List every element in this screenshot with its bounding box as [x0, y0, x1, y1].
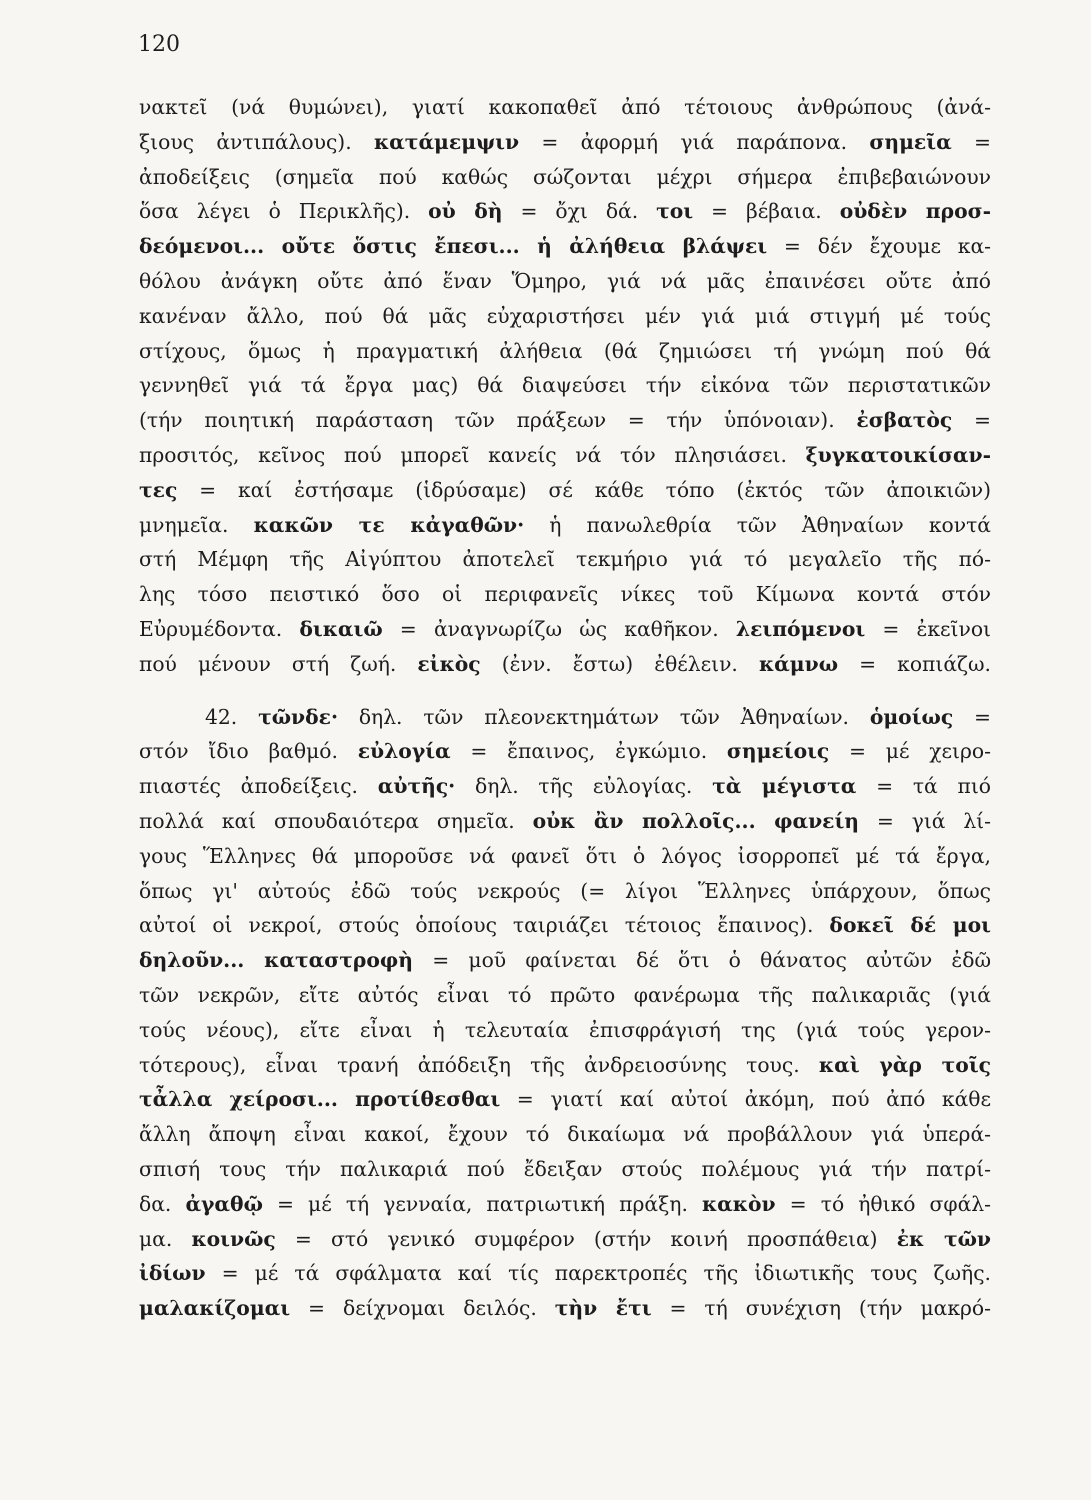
lemma-term: οὐκ ἂν πολλοῖς... φανείη	[532, 808, 860, 833]
text-line	[139, 368, 991, 403]
paragraph-gap	[139, 682, 991, 700]
text-line	[139, 1187, 991, 1222]
gloss-text: = δέν ἔχουμε κα-	[767, 234, 991, 259]
gloss-text: = βέβαια.	[693, 199, 840, 224]
gloss-text: = ἀναγνωρίζω ὡς καθῆκον.	[382, 616, 736, 641]
gloss-text: τότερους), εἶναι τρανή ἀπόδειξη τῆς ἀνδρειοσύνης τους.	[139, 1052, 819, 1077]
paragraph-2	[139, 700, 991, 1326]
text-line	[139, 1256, 991, 1291]
gloss-text: = τό ἠθικό σφάλ-	[775, 1191, 991, 1216]
gloss-text: = δείχνομαι δειλός.	[290, 1296, 555, 1321]
lemma-term: ἀγαθῷ	[185, 1191, 263, 1216]
gloss-text: πιαστές ἀποδείξεις.	[139, 774, 378, 799]
gloss-text: = στό γενικό συμφέρον (στήν κοινή προσπάθεια)	[275, 1226, 897, 1251]
text-line	[139, 1117, 991, 1152]
gloss-text: στόν ἴδιο βαθμό.	[139, 739, 358, 764]
lemma-term: δικαιῶ	[299, 616, 383, 641]
gloss-text: = ἀφορμή γιά παράπονα.	[519, 129, 870, 154]
lemma-term: τοι	[656, 199, 694, 224]
lemma-term: οὐδὲν προσ-	[839, 199, 991, 224]
lemma-term: ὁμοίως	[869, 704, 954, 729]
gloss-text: ξιους ἀντιπάλους).	[139, 129, 374, 154]
lemma-term: κοινῶς	[191, 1226, 276, 1251]
lemma-term: αὐτῆς·	[377, 774, 456, 799]
text-line	[139, 647, 991, 682]
text-line	[139, 908, 991, 943]
gloss-text: Εὐρυμέδοντα.	[139, 616, 300, 641]
text-line	[139, 438, 991, 473]
text-line	[139, 299, 991, 334]
gloss-text: πολλά καί σπουδαιότερα σημεῖα.	[139, 808, 533, 833]
gloss-text: = μέ τά σφάλματα καί τίς παρεκτροπές τῆς ἰδιωτικῆς τους ζωῆς.	[205, 1261, 991, 1286]
gloss-text: ἄλλη ἄποψη εἶναι κακοί, ἔχουν τό δικαίωμα νά προβάλλουν γιά ὑπερά-	[139, 1122, 991, 1147]
gloss-text: προσιτός, κεῖνος πού μπορεῖ κανείς νά τόν πλησιάσει.	[139, 442, 806, 467]
text-line	[139, 90, 991, 125]
gloss-text: τῶν νεκρῶν, εἴτε αὐτός εἶναι τό πρῶτο φανέρωμα τῆς παλικαριᾶς (γιά	[139, 982, 991, 1007]
gloss-text: πού μένουν στή ζωή.	[139, 651, 418, 676]
lemma-term: δεόμενοι... οὔτε ὅστις ἔπεσι... ἡ ἀλήθεια βλάψει	[139, 234, 768, 259]
gloss-text: λης τόσο πειστικό ὅσο οἱ περιφανεῖς νίκες τοῦ Κίμωνα κοντά στόν	[139, 582, 991, 607]
text-line	[139, 1013, 991, 1048]
gloss-text: στίχους, ὅμως ἡ πραγματική ἀλήθεια (θά ζημιώσει τή γνώμη πού θά	[139, 338, 991, 363]
gloss-text: μνημεῖα.	[139, 512, 254, 537]
text-line	[139, 1152, 991, 1187]
text-line	[139, 734, 991, 769]
page-number: 120	[138, 32, 180, 57]
lemma-term: λειπόμενοι	[735, 616, 866, 641]
text-line	[139, 1048, 991, 1083]
gloss-text: = ἐκεῖνοι	[865, 616, 991, 641]
gloss-text: αὐτοί οἱ νεκροί, στούς ὁποίους ταιριάζει τέτοιος ἔπαινος).	[139, 913, 830, 938]
lemma-term: κάμνω	[758, 651, 839, 676]
text-line	[139, 943, 991, 978]
text-line	[139, 874, 991, 909]
gloss-text: =	[952, 408, 991, 433]
text-line	[139, 769, 991, 804]
gloss-text: δηλ. τῆς εὐλογίας.	[455, 774, 713, 799]
gloss-text: = μέ τή γενναία, πατριωτική πράξη.	[262, 1191, 702, 1216]
lemma-term: τῶνδε·	[258, 704, 339, 729]
lemma-term: εὐλογία	[357, 739, 451, 764]
gloss-text: = γιά λί-	[859, 808, 991, 833]
gloss-text: =	[953, 704, 991, 729]
gloss-text: ἀποδείξεις (σημεῖα πού καθώς σώζονται μέχρι σήμερα ἐπιβεβαιώνουν	[139, 164, 991, 189]
text-line	[139, 403, 991, 438]
gloss-text: ὅσα λέγει ὁ Περικλῆς).	[139, 199, 429, 224]
text-line	[139, 473, 991, 508]
lemma-term: ξυγκατοικίσαν-	[805, 442, 991, 467]
text-line	[139, 508, 991, 543]
text-line	[139, 612, 991, 647]
gloss-text: = μέ χειρο-	[829, 739, 991, 764]
lemma-term: τὰ μέγιστα	[712, 774, 857, 799]
gloss-text: μα.	[139, 1226, 192, 1251]
gloss-text: = ἔπαινος, ἐγκώμιο.	[450, 739, 727, 764]
lemma-term: σημεῖα	[869, 129, 952, 154]
lemma-term: καὶ γὰρ τοῖς	[818, 1052, 991, 1077]
text-line	[139, 542, 991, 577]
text-line	[139, 839, 991, 874]
page-text	[139, 90, 991, 1326]
lemma-term: κακῶν τε κἀγαθῶν·	[253, 512, 525, 537]
text-line	[139, 264, 991, 299]
gloss-text: θόλου ἀνάγκη οὔτε ἀπό ἕναν Ὅμηρο, γιά νά μᾶς ἐπαινέσει οὔτε ἀπό	[139, 268, 991, 293]
gloss-text: = μοῦ φαίνεται δέ ὅτι ὁ θάνατος αὐτῶν ἐδῶ	[412, 948, 991, 973]
gloss-text: σπισή τους τήν παλικαριά πού ἔδειξαν στούς πολέμους γιά τήν πατρί-	[139, 1156, 991, 1181]
gloss-text: (ἐνν. ἔστω) ἐθέλειν.	[480, 651, 759, 676]
gloss-text: νακτεῖ (νά θυμώνει), γιατί κακοπαθεῖ ἀπό τέτοιους ἀνθρώπους (ἀνά-	[139, 95, 991, 119]
text-line	[139, 125, 991, 160]
gloss-text: γους Ἕλληνες θά μποροῦσε νά φανεῖ ὅτι ὁ λόγος ἰσορροπεῖ μέ τά ἔργα,	[139, 843, 991, 868]
gloss-text: = καί ἐστήσαμε (ἱδρύσαμε) σέ κάθε τόπο (ἐκτός τῶν ἀποικιῶν)	[177, 477, 991, 502]
gloss-text: δα.	[139, 1191, 186, 1216]
gloss-text: ἡ πανωλεθρία τῶν Ἀθηναίων κοντά	[524, 512, 991, 537]
paragraph-1	[139, 90, 991, 682]
gloss-text: = κοπιάζω.	[838, 651, 991, 676]
gloss-text: στή Μέμφη τῆς Αἰγύπτου ἀποτελεῖ τεκμήριο γιά τό μεγαλεῖο τῆς πό-	[139, 547, 991, 572]
lemma-term: τες	[139, 477, 178, 502]
gloss-text: γεννηθεῖ γιά τά ἔργα μας) θά διαψεύσει τήν εἰκόνα τῶν περιστατικῶν	[139, 373, 991, 398]
gloss-text: ὅπως γι' αὐτούς ἐδῶ τούς νεκρούς (= λίγοι Ἕλληνες ὑπάρχουν, ὅπως	[139, 878, 991, 903]
gloss-text: τούς νέους), εἴτε εἶναι ἡ τελευταία ἐπισφράγισή της (γιά τούς γερον-	[139, 1017, 991, 1042]
lemma-term: τἆλλα χείροσι... προτίθεσθαι	[139, 1087, 501, 1112]
text-line	[139, 194, 991, 229]
lemma-term: κατάμεμψιν	[373, 129, 520, 154]
gloss-text: =	[951, 129, 991, 154]
lemma-term: τὴν ἔτι	[554, 1296, 652, 1321]
gloss-text: δηλ. τῶν πλεονεκτημάτων τῶν Ἀθηναίων.	[338, 704, 870, 729]
gloss-text: (τήν ποιητική παράσταση τῶν πράξεων = τήν ὑπόνοιαν).	[139, 408, 857, 433]
lemma-term: εἰκὸς	[417, 651, 481, 676]
gloss-text: = γιατί καί αὐτοί ἀκόμη, πού ἀπό κάθε	[500, 1087, 991, 1112]
gloss-text: 42.	[205, 704, 259, 729]
lemma-term: ἐσβατὸς	[856, 408, 953, 433]
text-line	[139, 160, 991, 195]
gloss-text: = τή συνέχιση (τήν μακρό-	[651, 1296, 991, 1321]
gloss-text: = ὄχι δά.	[502, 199, 657, 224]
text-line	[139, 1222, 991, 1257]
lemma-term: ἰδίων	[139, 1261, 206, 1286]
gloss-text: κανέναν ἄλλο, πού θά μᾶς εὐχαριστήσει μέν γιά μιά στιγμή μέ τούς	[139, 303, 991, 328]
lemma-term: ἐκ τῶν	[896, 1226, 991, 1251]
lemma-term: μαλακίζομαι	[139, 1296, 291, 1321]
lemma-term: οὐ δὴ	[428, 199, 503, 224]
text-line	[139, 700, 991, 735]
text-line	[139, 804, 991, 839]
text-line	[139, 978, 991, 1013]
text-line	[139, 577, 991, 612]
text-line	[139, 334, 991, 369]
text-line	[139, 229, 991, 264]
text-line	[139, 1082, 991, 1117]
gloss-text: = τά πιό	[856, 774, 991, 799]
lemma-term: δηλοῦν... καταστροφὴ	[139, 948, 413, 973]
lemma-term: δοκεῖ δέ μοι	[829, 913, 991, 938]
lemma-term: σημείοις	[726, 739, 830, 764]
lemma-term: κακὸν	[701, 1191, 776, 1216]
text-line	[139, 1291, 991, 1326]
